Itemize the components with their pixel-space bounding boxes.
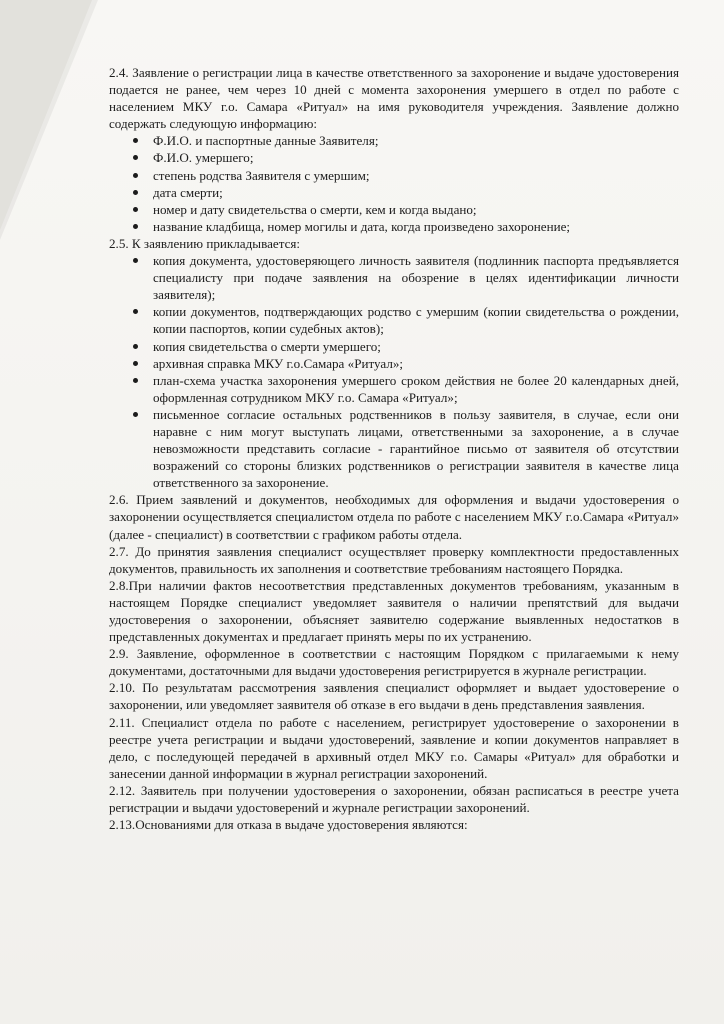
- list-item: степень родства Заявителя с умершим;: [153, 167, 679, 184]
- list-item: архивная справка МКУ г.о.Самара «Ритуал»;: [153, 355, 679, 372]
- list-item: план-схема участка захоронения умершего сроком действия не более 20 календарных дней, оформленная сотрудником МКУ г.о. Самара «Ритуал»;: [153, 372, 679, 405]
- list-application-contents: [109, 132, 679, 235]
- paragraph-2-13: 2.13.Основаниями для отказа в выдаче удостоверения являются:: [109, 817, 468, 833]
- paragraph-2-4: 2.4. Заявление о регистрации лица в качестве ответственного за захоронение и выдаче удостоверения подается не ранее, чем через 10 дней с момента захоронения умершего в отдел по работе с населением МКУ г.о. Самара «Ритуал» на имя руководителя учреждения. Заявление должно содержать следующую информацию:: [109, 65, 679, 132]
- list-item: дата смерти;: [153, 184, 679, 201]
- paragraph-2-9: 2.9. Заявление, оформленное в соответствии с настоящим Порядком с прилагаемыми к нему документами, достаточными для выдачи удостоверения регистрируется в журнале регистрации.: [109, 646, 679, 679]
- document-body: [109, 64, 679, 833]
- list-item: копия документа, удостоверяющего личность заявителя (подлинник паспорта предъявляется специалисту при подаче заявления на обозрение в целях идентификации личности заявителя);: [153, 253, 679, 303]
- paragraph-2-7: 2.7. До принятия заявления специалист осуществляет проверку комплектности предоставленных документов, правильность их заполнения и соответствие требованиям настоящего Порядка.: [109, 543, 679, 576]
- paragraph-2-11: 2.11. Специалист отдела по работе с населением, регистрирует удостоверение о захоронении в реестре учета регистрации и выдачи удостоверений, заявление и копии документов направляет в дело, с последующей передачей в архивный отдел МКУ г.о. Самары «Ритуал» для обработки и занесении данной информации в журнал регистрации захоронений.: [109, 714, 679, 781]
- list-item: Ф.И.О. умершего;: [153, 149, 679, 166]
- list-item: копии документов, подтверждающих родство с умершим (копии свидетельства о рождении, копии паспортов, копии судебных актов);: [153, 304, 679, 337]
- paragraph-2-12: 2.12. Заявитель при получении удостоверения о захоронении, обязан расписаться в реестре учета регистрации и выдачи удостоверений и журнале регистрации захоронений.: [109, 782, 679, 816]
- paragraph-2-8: 2.8.При наличии фактов несоответствия представленных документов требованиям, указанным в настоящем Порядке специалист уведомляет заявителя о наличии препятствий для выдачи удостоверения о захоронении, объясняет заявителю содержание выявленных недостатков в представленных документах и предлагает принять меры по их устранению.: [109, 577, 679, 645]
- list-item: номер и дату свидетельства о смерти, кем и когда выдано;: [153, 201, 679, 218]
- list-item: Ф.И.О. и паспортные данные Заявителя;: [153, 132, 679, 149]
- list-item: название кладбища, номер могилы и дата, когда произведено захоронение;: [153, 218, 679, 235]
- list-item: письменное согласие остальных родственников в пользу заявителя, в случае, если они наравне с ним могут выступать лицами, ответственными за захоронение, а в случае невозможности представить согласие - гарантийное письмо от заявителя об отсутствии возражений со стороны близких родственников о регистрации заявителя в качестве лица ответственного за захоронение.: [153, 406, 679, 491]
- page-corner-fold: [0, 0, 92, 230]
- list-attachments: [109, 252, 679, 491]
- paragraph-2-10: 2.10. По результатам рассмотрения заявления специалист оформляет и выдает удостоверение о захоронении, или уведомляет заявителя об отказе в его выдачи в день представления заявления.: [109, 680, 679, 713]
- paragraph-2-6: 2.6. Прием заявлений и документов, необходимых для оформления и выдачи удостоверения о захоронении осуществляется специалистом отдела по работе с населением МКУ г.о.Самара «Ритуал» (далее - специалист) в соответствии с графиком работы отдела.: [109, 492, 679, 542]
- list-item: копия свидетельства о смерти умершего;: [153, 338, 679, 355]
- paragraph-2-5: 2.5. К заявлению прикладывается:: [109, 235, 301, 251]
